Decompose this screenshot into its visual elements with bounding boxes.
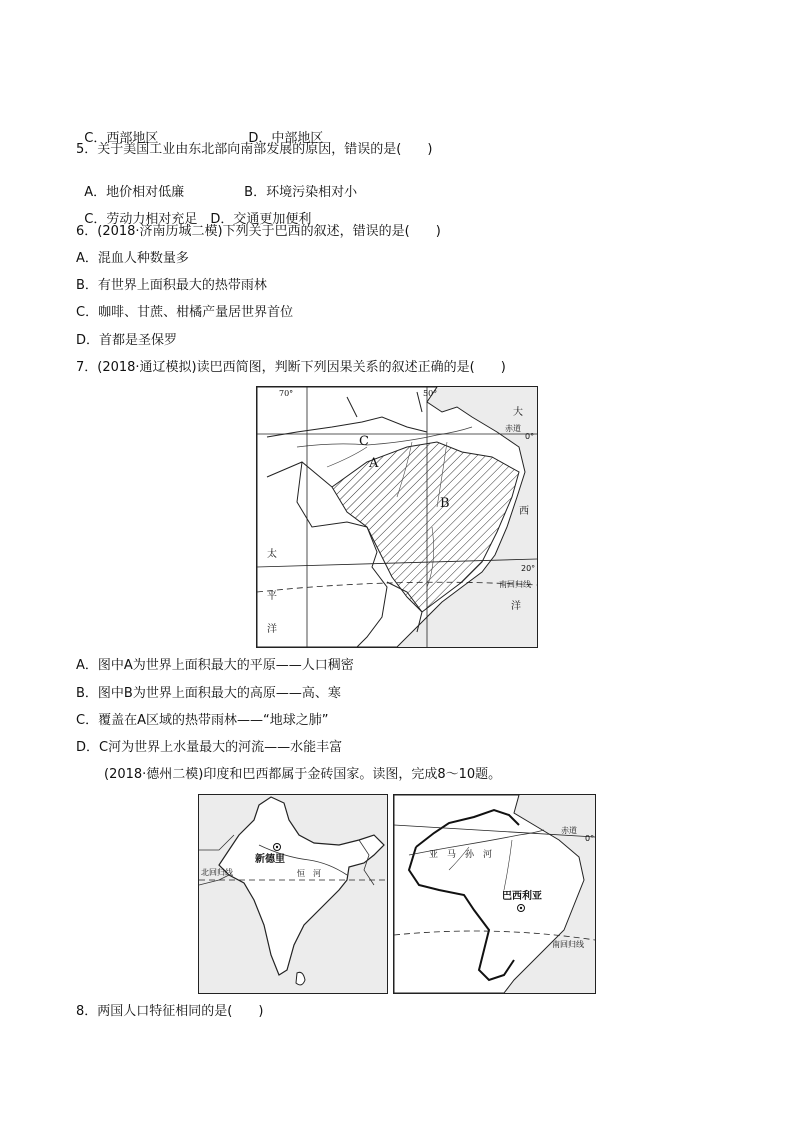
equator-label-2: 赤道: [561, 826, 577, 835]
amazon-label: 亚 马 孙 河: [429, 850, 493, 860]
brazil-map2-svg: [394, 795, 595, 993]
pacific-char-2: 平: [267, 591, 277, 602]
label-c: C: [359, 434, 369, 449]
question-6-option-a: A．混血人种数量多: [76, 251, 189, 266]
brazil-map-figure: [256, 386, 538, 648]
brasilia-label: 巴西利亚: [502, 891, 542, 902]
option-c: C．劳动力相对充足: [84, 212, 198, 227]
tropic-south-label: 南回归线: [552, 940, 584, 949]
question-7: 7．(2018·通辽模拟)读巴西简图，判断下列因果关系的叙述正确的是( ): [76, 360, 506, 375]
option-d: D．交通更加便利: [210, 212, 312, 227]
equator-deg-label: 0°: [525, 432, 535, 441]
intro-questions-8-10: (2018·德州二模)印度和巴西都属于金砖国家。读图，完成8～10题。: [104, 767, 502, 782]
question-7-option-b: B．图中B为世界上面积最大的高原——高、寒: [76, 686, 341, 701]
question-7-option-c: C．覆盖在A区域的热带雨林——“地球之肺”: [76, 713, 329, 728]
new-delhi-label: 新德里: [255, 854, 285, 865]
option-a: A．地价相对低廉: [84, 185, 185, 200]
label-a: A: [369, 456, 379, 471]
label-b: B: [440, 496, 450, 511]
india-map-svg: [199, 795, 387, 993]
question-7-option-a: A．图中A为世界上面积最大的平原——人口稠密: [76, 658, 354, 673]
atlantic-char-2: 西: [519, 506, 529, 517]
question-8: 8．两国人口特征相同的是( ): [76, 1004, 264, 1019]
option-b: B．环境污染相对小: [244, 185, 358, 200]
india-map-figure: [198, 794, 388, 994]
ganges-label: 恒 河: [297, 869, 321, 878]
question-7-option-d: D．C河为世界上水量最大的河流——水能丰富: [76, 740, 343, 755]
question-5: 5．关于美国工业由东北部向南部发展的原因，错误的是( ): [76, 142, 433, 157]
lat-20-label: 20°: [521, 564, 536, 573]
question-6: 6．(2018·济南历城二模)下列关于巴西的叙述，错误的是( ): [76, 224, 441, 239]
atlantic-char-1: 大: [513, 407, 523, 418]
option-d-label: D．中部地区: [248, 131, 324, 146]
question-6-option-b: B．有世界上面积最大的热带雨林: [76, 278, 267, 293]
lon-50-label: 50°: [423, 389, 438, 398]
brazil-map-svg: [257, 387, 537, 647]
question-6-option-d: D．首都是圣保罗: [76, 333, 178, 348]
tropic-north-label: 北回归线: [201, 868, 233, 877]
equator-label: 赤道: [505, 424, 521, 433]
brazil-map2-figure: [393, 794, 596, 994]
lon-70-label: 70°: [279, 389, 294, 398]
pacific-char-1: 太: [267, 549, 277, 560]
pacific-char-3: 洋: [267, 624, 277, 635]
tropic-label: 南回归线: [499, 580, 531, 589]
question-6-option-c: C．咖啡、甘蔗、柑橘产量居世界首位: [76, 305, 294, 320]
equator-deg-label-2: 0°: [585, 834, 595, 843]
option-c-label: C．西部地区: [84, 131, 159, 146]
atlantic-char-3: 洋: [511, 601, 521, 612]
